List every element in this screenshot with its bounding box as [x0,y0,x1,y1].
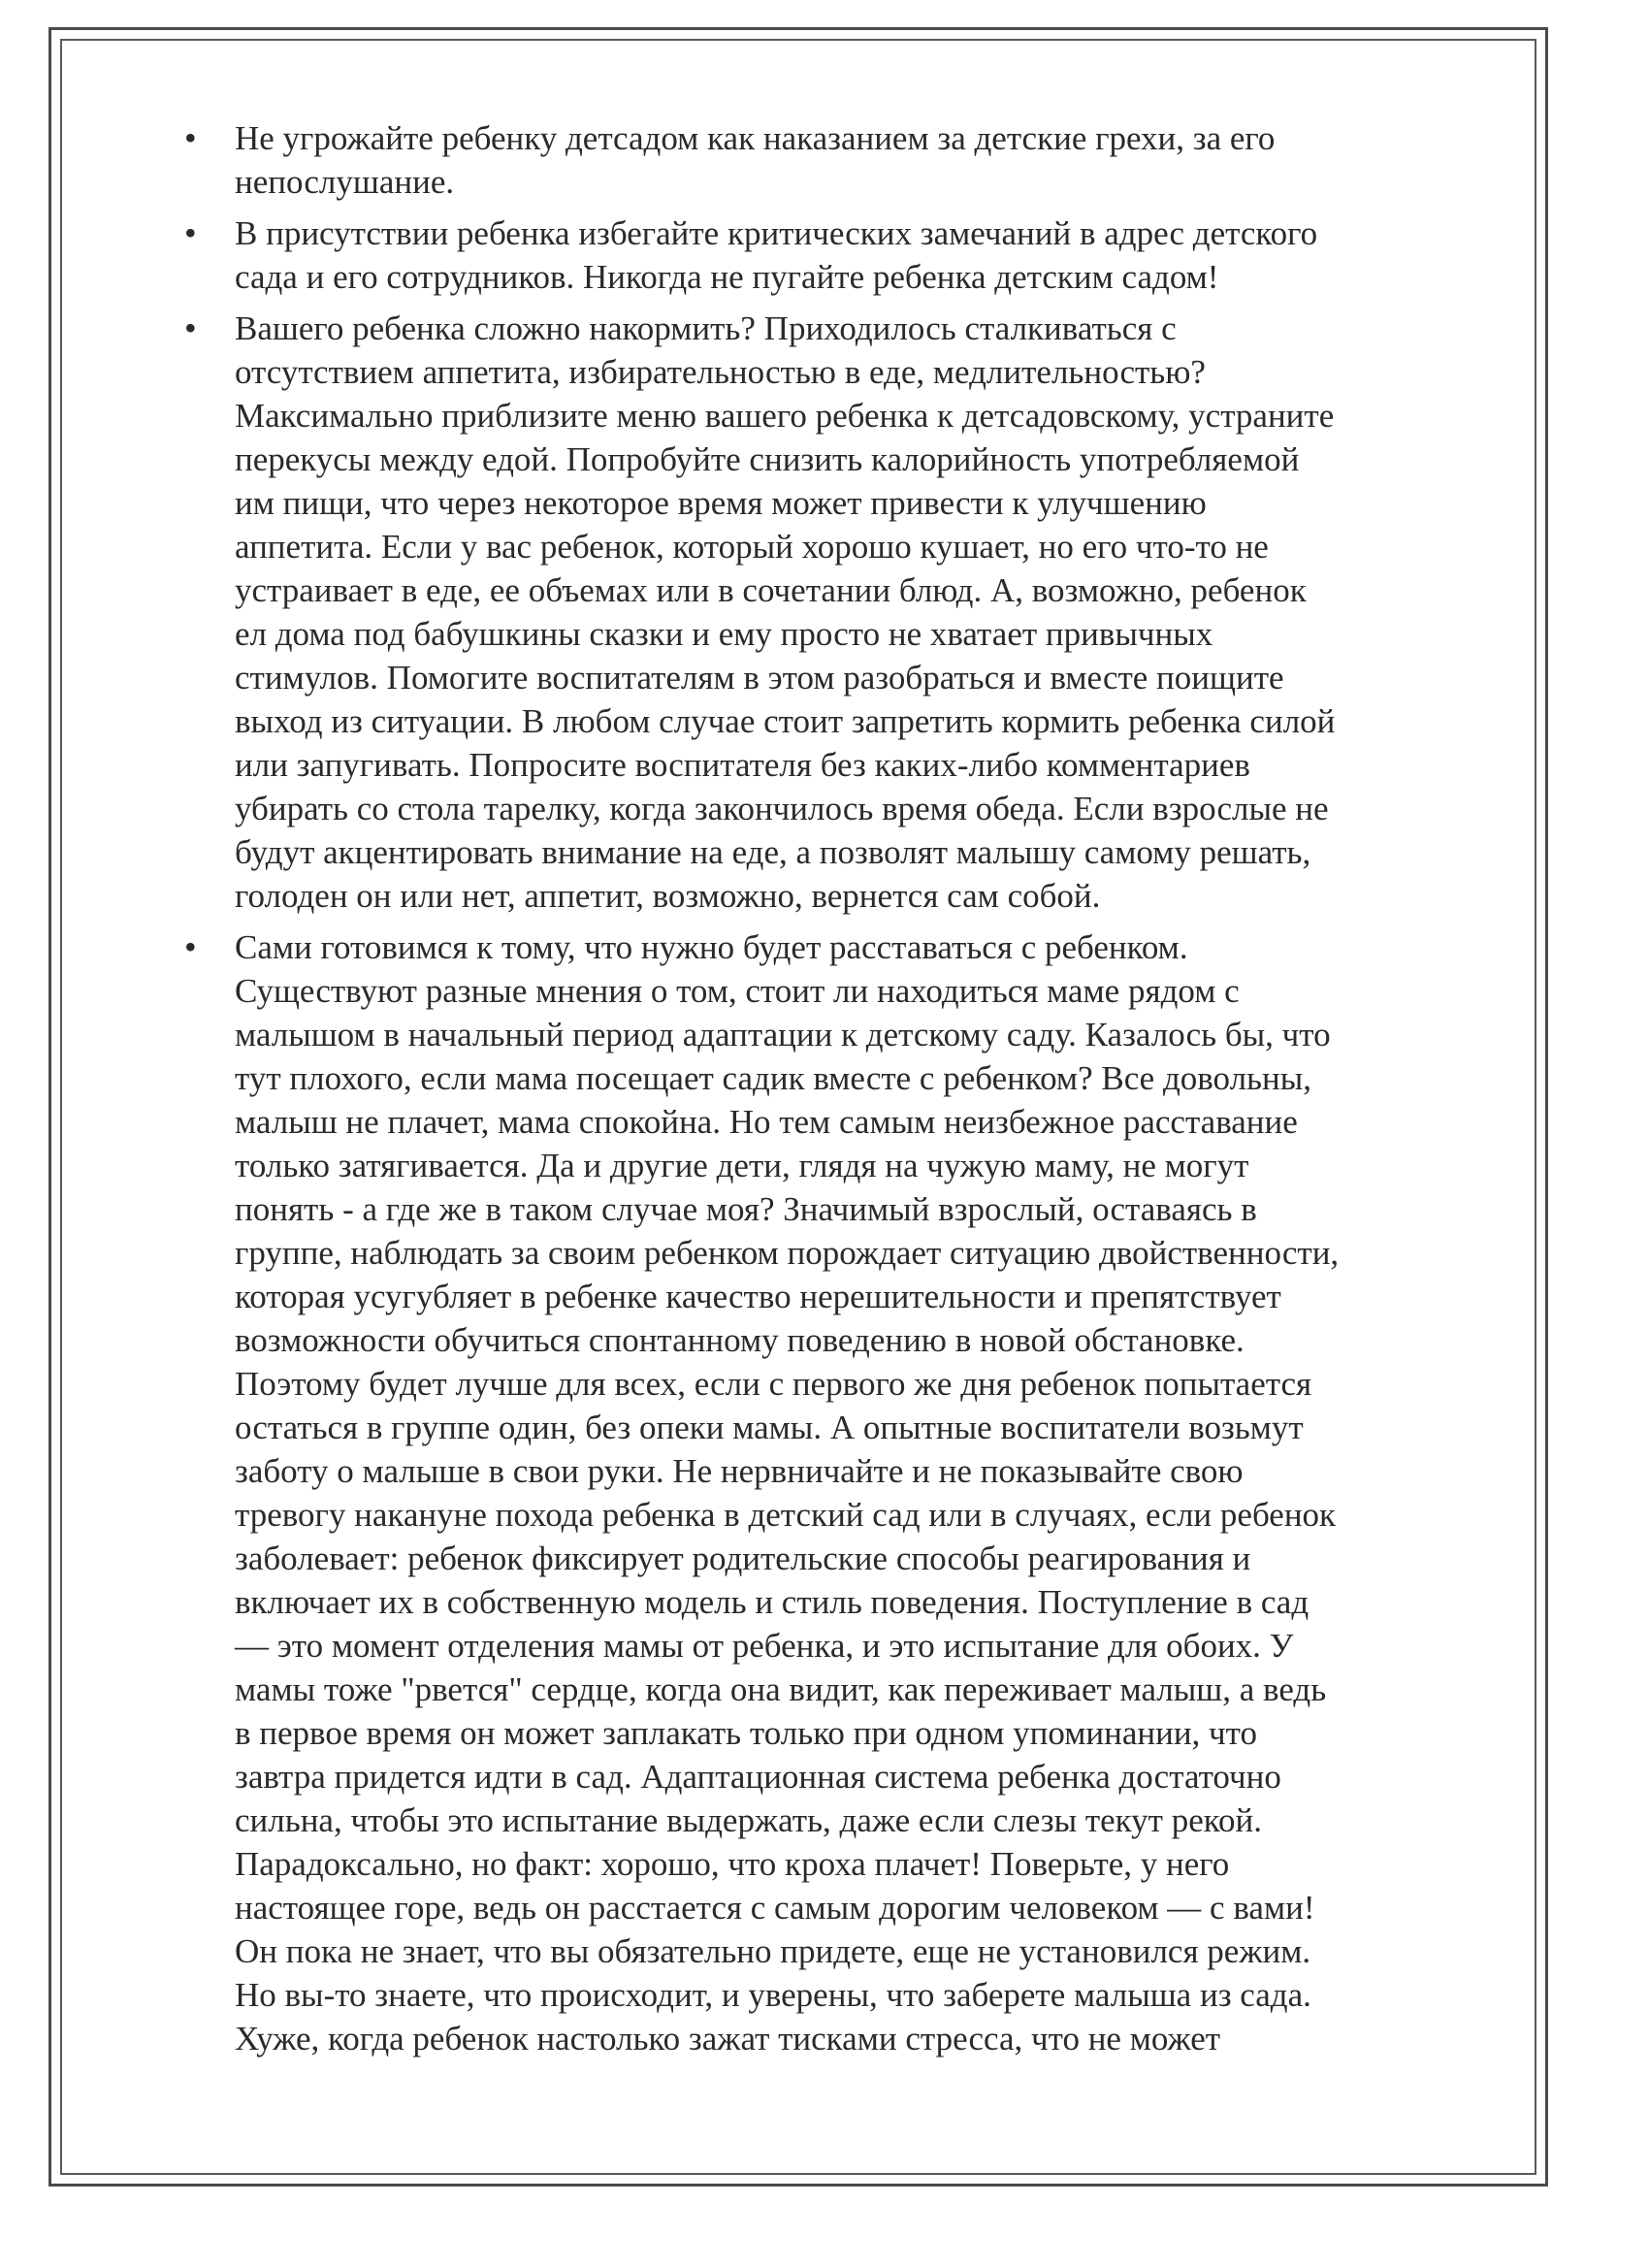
bullet-icon: • [184,213,197,252]
list-item [184,211,1484,299]
list-item [184,307,1484,918]
advice-list [184,116,1484,2068]
paragraph-text: В присутствии ребенка избегайте критических замечаний в адрес детского сада и его сотрудников. Никогда не пугайте ребенка детским садом! [235,214,1318,296]
paragraph-text: Вашего ребенка сложно накормить? Приходилось сталкиваться с отсутствием аппетита, избирательностью в еде, медлительностью? Максимально приблизите меню вашего ребенка к детсадовскому, устраните перекусы между едой. Попробуйте снизить калорийность употребляемой им пищи, что через некоторое время может привести к улучшению аппетита. Если у вас ребенок, который хорошо кушает, но его что-то не устраивает в еде, ее объемах или в сочетании блюд. А, возможно, ребенок ел дома под бабушкины сказки и ему просто не хватает привычных стимулов. Помогите воспитателям в этом разобраться и вместе поищите выход из ситуации. В любом случае стоит запретить кормить ребенка силой или запугивать. Попросите воспитателя без каких-либо комментариев убирать со стола тарелку, когда закончилось время обеда. Если взрослые не будут акцентировать внимание на еде, а позволят малышу самому решать, голоден он или нет, аппетит, возможно, вернется сам собой. [235,309,1336,915]
list-item [184,925,1484,2060]
bullet-icon: • [184,927,197,966]
list-item [184,116,1484,204]
paragraph-text: Сами готовимся к тому, что нужно будет расставаться с ребенком. Существуют разные мнения о том, стоит ли находиться маме рядом с малышом в начальный период адаптации к детскому саду. Казалось бы, что тут плохого, если мама посещает садик вместе с ребенком? Все довольны, малыш не плачет, мама спокойна. Но тем самым неизбежное расставание только затягивается. Да и другие дети, глядя на чужую маму, не могут понять - а где же в таком случае моя? Значимый взрослый, оставаясь в группе, наблюдать за своим ребенком порождает ситуацию двойственности, которая усугубляет в ребенке качество нерешительности и препятствует возможности обучиться спонтанному поведению в новой обстановке. Поэтому будет лучше для всех, если с первого же дня ребенок попытается остаться в группе один, без опеки мамы. А опытные воспитатели возьмут заботу о малыше в свои руки. Не нервничайте и не показывайте свою тревогу накануне похода ребенка в детский сад или в случаях, если ребенок заболевает: ребенок фиксирует родительские способы реагирования и включает их в собственную модель и стиль поведения. Поступление в сад — это момент отделения мамы от ребенка, и это испытание для обоих. У мамы тоже "рвется" сердце, когда она видит, как переживает малыш, а ведь в первое время он может заплакать только при одном упоминании, что завтра придется идти в сад. Адаптационная система ребенка достаточно сильна, чтобы это испытание выдержать, даже если слезы текут рекой. Парадоксально, но факт: хорошо, что кроха плачет! Поверьте, у него настоящее горе, ведь он расстается с самым дорогим человеком — с вами! Он пока не знает, что вы обязательно придете, еще не установился режим. Но вы-то знаете, что происходит, и уверены, что заберете малыша из сада. Хуже, когда ребенок настолько зажат тисками стресса, что не может [235,928,1340,2057]
paragraph-text: Не угрожайте ребенку детсадом как наказанием за детские грехи, за его непослушание. [235,119,1276,201]
bullet-icon: • [184,308,197,347]
bullet-icon: • [184,118,197,157]
